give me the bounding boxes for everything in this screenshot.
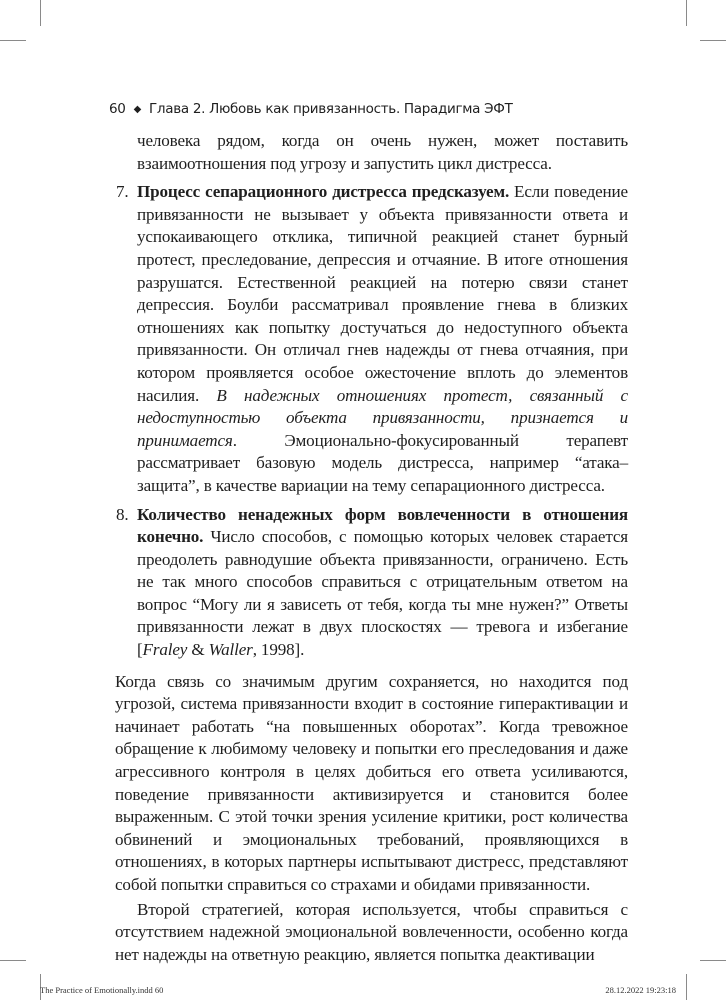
crop-mark	[700, 40, 726, 41]
list-item-text: . Эмоционально-фокусированный терапевт рассматривает базовую модель дистресса, например “атака–защита”, в качестве вариации на тему сепарационного дистресса.	[137, 430, 628, 495]
crop-mark	[0, 960, 26, 961]
crop-mark	[686, 974, 687, 1000]
page-number: 60	[109, 101, 126, 117]
crop-mark	[700, 960, 726, 961]
list-item-7	[115, 181, 628, 497]
page-body	[115, 130, 628, 966]
continued-list-text: человека рядом, когда он очень нужен, может поставить взаимоотношения под угрозу и запустить цикл дистресса.	[137, 131, 628, 173]
list-item-title: Процесс сепарационного дистресса предсказуем.	[137, 182, 510, 202]
list-item-text: Число способов, с помощью которых человек старается преодолеть равнодушие объекта привязанности, ограничено. Есть не так много способов справиться с отрицательным ответом на вопрос “Могу ли я зависеть от тебя, когда ты мне нужен?” Ответы привязанности лежат в двух плоскостях — тревога и избегание [	[137, 527, 628, 660]
list-item-text: Если поведение привязанности не вызывает у объекта привязанности ответа и успокаивающего отклика, типичной реакцией станет бурный протест, преследование, депрессия и отчаяние. В итоге отношения разрушатся. Естественной реакцией на потерю связи станет депрессия. Боулби рассматривал проявление гнева в близких отношениях как попытку достучаться до недоступного объекта привязанности. Он отличал гнев надежды от гнева отчаяния, при котором проявляется особое ожесточение вплоть до элементов насилия.	[137, 182, 628, 405]
footer-file-name: The Practice of Emotionally.indd 60	[40, 985, 164, 995]
diamond-icon: ◆	[133, 104, 141, 115]
list-number: 7.	[116, 182, 129, 202]
paragraph: Когда связь со значимым другим сохраняется, но находится под угрозой, система привязанности входит в состояние гиперактивации и начинает работать “на повышенных оборотах”. Когда тревожное обращение к любимому человеку и попытки его преследования и даже агрессивного контроля в целях добиться его ответа усиливаются, поведение привязанности активизируется и становится более выраженным. С этой точки зрения усиление критики, рост количества обвинений и эмоциональных требований, проявляющихся в отношениях, в которых партнеры испытывают дистресс, представляют собой попытки справиться со страхами и обидами привязанности.	[115, 671, 628, 894]
list-item-8	[115, 504, 628, 662]
list-item-title: Количество ненадежных форм вовлеченности в отношения конечно.	[137, 504, 628, 547]
footer-timestamp: 28.12.2022 19:23:18	[605, 985, 676, 995]
citation-author: Fraley	[142, 640, 188, 660]
running-title: Глава 2. Любовь как привязанность. Парадигма ЭФТ	[148, 101, 513, 117]
citation-author: Waller	[208, 640, 253, 660]
citation-ampersand: &	[187, 640, 209, 660]
list-number: 8.	[116, 504, 129, 524]
crop-mark	[686, 0, 687, 26]
paragraph: Второй стратегией, которая используется, чтобы справиться с отсутствием надежной эмоциональной вовлеченности, особенно когда нет надежды на ответную реакцию, является попытка деактивации	[115, 899, 628, 964]
citation-year: , 1998].	[252, 640, 305, 660]
running-header	[109, 101, 629, 117]
crop-mark	[0, 40, 26, 41]
crop-mark	[40, 0, 41, 26]
emphasis-text: В надежных отношениях протест, связанный с недоступностью объекта привязанности, признается и принимается	[137, 385, 628, 450]
